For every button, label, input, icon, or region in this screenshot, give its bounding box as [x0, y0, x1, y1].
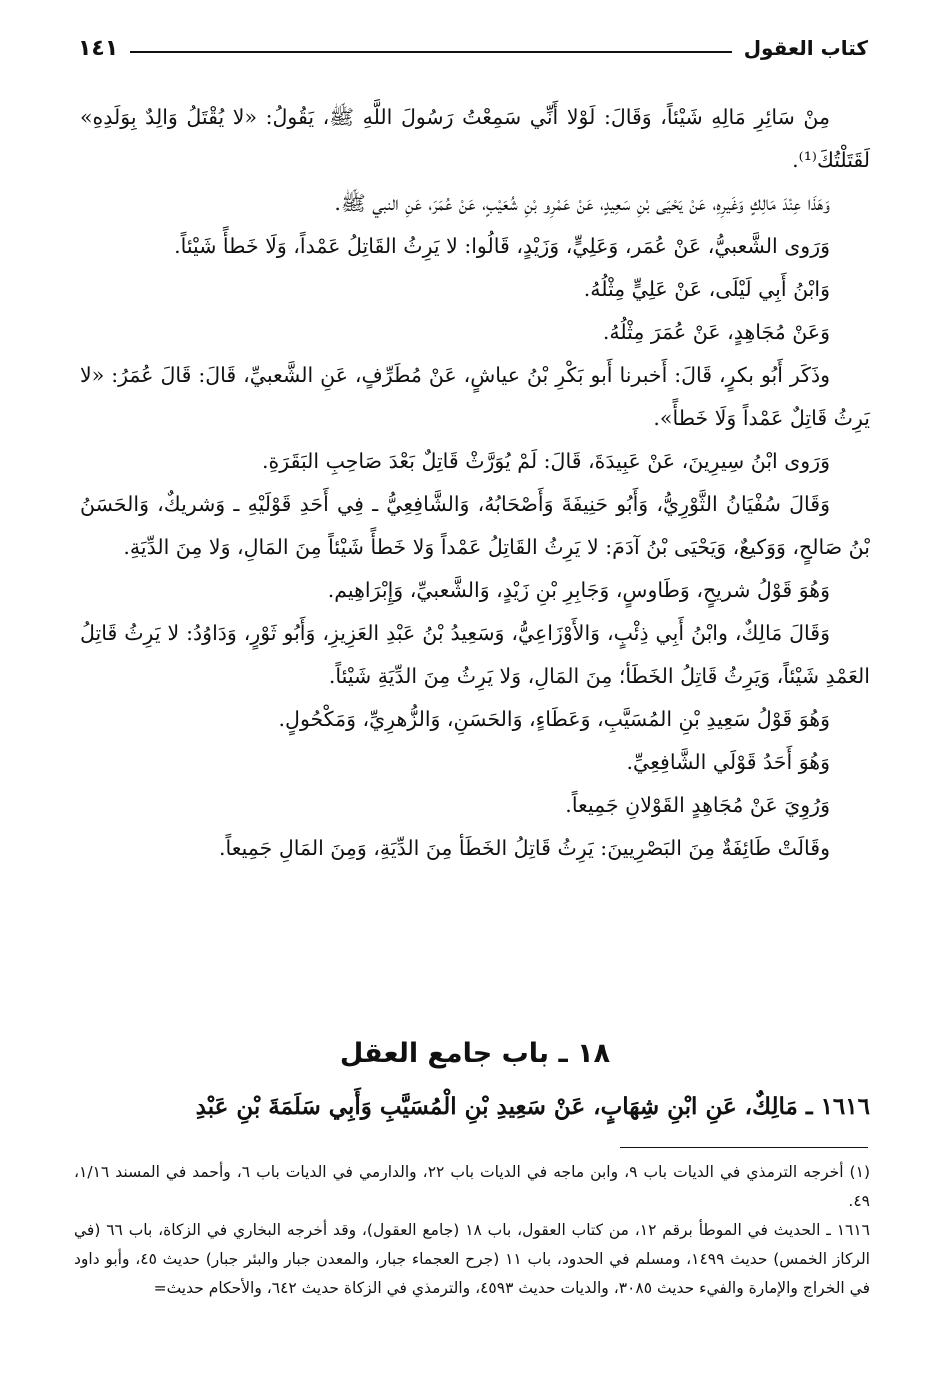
paragraph: وَهَذَا عِنْدَ مَالِكٍ وَغَيرِهِ، عَنْ يَحْيَى بْنِ سَعِيدٍ، عَنْ عَمْرِو بْنِ شُعَيْبٍ، عَنْ عُمَرَ، عَنِ النبي ﷺ. — [334, 191, 830, 215]
page-number: ١٤١ — [78, 35, 119, 61]
paragraph: وَقَالَ مَالِكٌ، وابْنُ أَبِي ذِئْبٍ، وَالأَوْزَاعِيُّ، وَسَعِيدُ بْنُ عَبْدِ العَزِيزِ، وَأَبُو ثَوْرٍ، وَدَاوُدُ: لا يَرِثُ قَاتِلُ العَمْدِ شَيْئاً، وَيَرِثُ قَاتِلُ الخَطَأ؛ مِنَ المَالِ، وَلا يَرِثُ مِنَ الدِّيَةِ شَيْئاً. — [80, 621, 870, 688]
paragraph: مِنْ سَائِرِ مَالِهِ شَيْئاً، وَقَالَ: لَوْلا أَنِّي سَمِعْتُ رَسُولَ اللَّهِ ﷺ، يَقُولُ: «لا يُقْتَلُ وَالِدٌ بِوَلَدِهِ» لَقَتَلْتُكَ⁽¹⁾. — [80, 105, 870, 172]
main-text — [80, 96, 870, 870]
paragraph: وقَالَتْ طَائِفَةٌ مِنَ البَصْرِيينَ: يَرِثُ قَاتِلُ الخَطَأ مِنَ الدِّيَةِ، وَمِنَ المَالِ جَمِيعاً. — [218, 836, 830, 860]
paragraph: وَعَنْ مُجَاهِدٍ، عَنْ عُمَرَ مِثْلُهُ. — [602, 320, 830, 344]
header-rule — [130, 51, 731, 53]
paragraph: وَهُوَ قَوْلُ شريحٍ، وَطَاوسٍ، وَجَابِرِ بْنِ زَيْدٍ، وَالشَّعبيِّ، وَإِبْرَاهِيم. — [327, 578, 830, 602]
paragraph: وذَكَر أَبُو بكرٍ، قَالَ: أَخبرنا أَبو بَكْرِ بْنُ عياشٍ، عَنْ مُطَرِّفٍ، عَنِ الشَّعبيِّ، قَالَ: قَالَ عُمَرُ: «لا يَرِثُ قَاتِلٌ عَمْداً وَلَا خَطأً». — [80, 363, 870, 430]
paragraph: وَرَوى ابْنُ سِيرِينَ، عَنْ عَبِيدَةَ، قَالَ: لَمْ يُوَرَّثْ قَاتِلٌ بَعْدَ صَاحِبِ البَقَرَةِ. — [262, 449, 830, 473]
paragraph: وَرَوى الشَّعبيُّ، عَنْ عُمَر، وَعَلِيٍّ، وَزَيْدٍ، قَالُوا: لا يَرِثُ القَاتِلُ عَمْداً، وَلَا خَطأً شَيْئاً. — [174, 234, 830, 258]
paragraph: وَهُوَ أَحَدُ قَوْلَي الشَّافِعِيِّ. — [626, 750, 830, 774]
footnote-rule — [620, 1147, 868, 1148]
footnotes — [74, 1158, 870, 1303]
footnote: ١٦١٦ ـ الحديث في الموطأ برقم ١٢، من كتاب العقول، باب ١٨ (جامع العقول)، وقد أخرجه البخاري في الزكاة، باب ٦٦ (في الركاز الخمس) حديث ١٤٩٩، ومسلم في الحدود، باب ١١ (جرح العجماء جبار، والمعدن جبار والبئر جبار) حديث ٤٥، وأبو داود في الخراج والإمارة والفيء حديث ٣٠٨٥، والديات حديث ٤٥٩٣، والترمذي في الزكاة حديث ٦٤٢، والأحكام حديث= — [74, 1221, 870, 1297]
paragraph: وَرُوِيَ عَنْ مُجَاهِدٍ القَوْلانِ جَمِيعاً. — [565, 793, 830, 817]
paragraph: وَهُوَ قَوْلُ سَعِيدِ بْنِ المُسَيَّبِ، وَعَطَاءٍ، وَالحَسَنِ، وَالزُّهرِيِّ، وَمَكْحُولٍ. — [278, 707, 830, 731]
running-header — [78, 30, 868, 66]
running-title: كتاب العقول — [743, 36, 868, 60]
hadith-opening: ١٦١٦ ـ مَالِكٌ، عَنِ ابْنِ شِهَابٍ، عَنْ سَعِيدِ بْنِ الْمُسَيَّبِ وَأَبِي سَلَمَةَ بْنِ عَبْدِ — [195, 1093, 870, 1120]
paragraph: وَقَالَ سُفْيَانُ الثَّوْرِيُّ، وَأَبُو حَنِيفَةَ وَأَصْحَابُهُ، وَالشَّافِعِيُّ ـ فِي أَحَدِ قَوْلَيْهِ ـ وَشريكٌ، وَالحَسَنُ بْنُ صَالحٍ، وَوَكيعٌ، وَيَحْيَى بْنُ آدَمَ: لا يَرِثُ القَاتِلُ عَمْداً وَلا خَطأً شَيْئاً مِنَ المَالِ، وَلا مِنَ الدِّيَةِ. — [80, 492, 870, 559]
paragraph: وَابْنُ أَبِي لَيْلَى، عَنْ عَلِيٍّ مِثْلُهُ. — [583, 277, 830, 301]
footnote: (١) أخرجه الترمذي في الديات باب ٩، وابن ماجه في الديات باب ٢٢، والدارمي في الديات باب ٦، وأحمد في المسند ١/١٦، ٤٩. — [74, 1163, 870, 1210]
chapter-heading: ١٨ ـ باب جامع العقل — [339, 1038, 611, 1069]
